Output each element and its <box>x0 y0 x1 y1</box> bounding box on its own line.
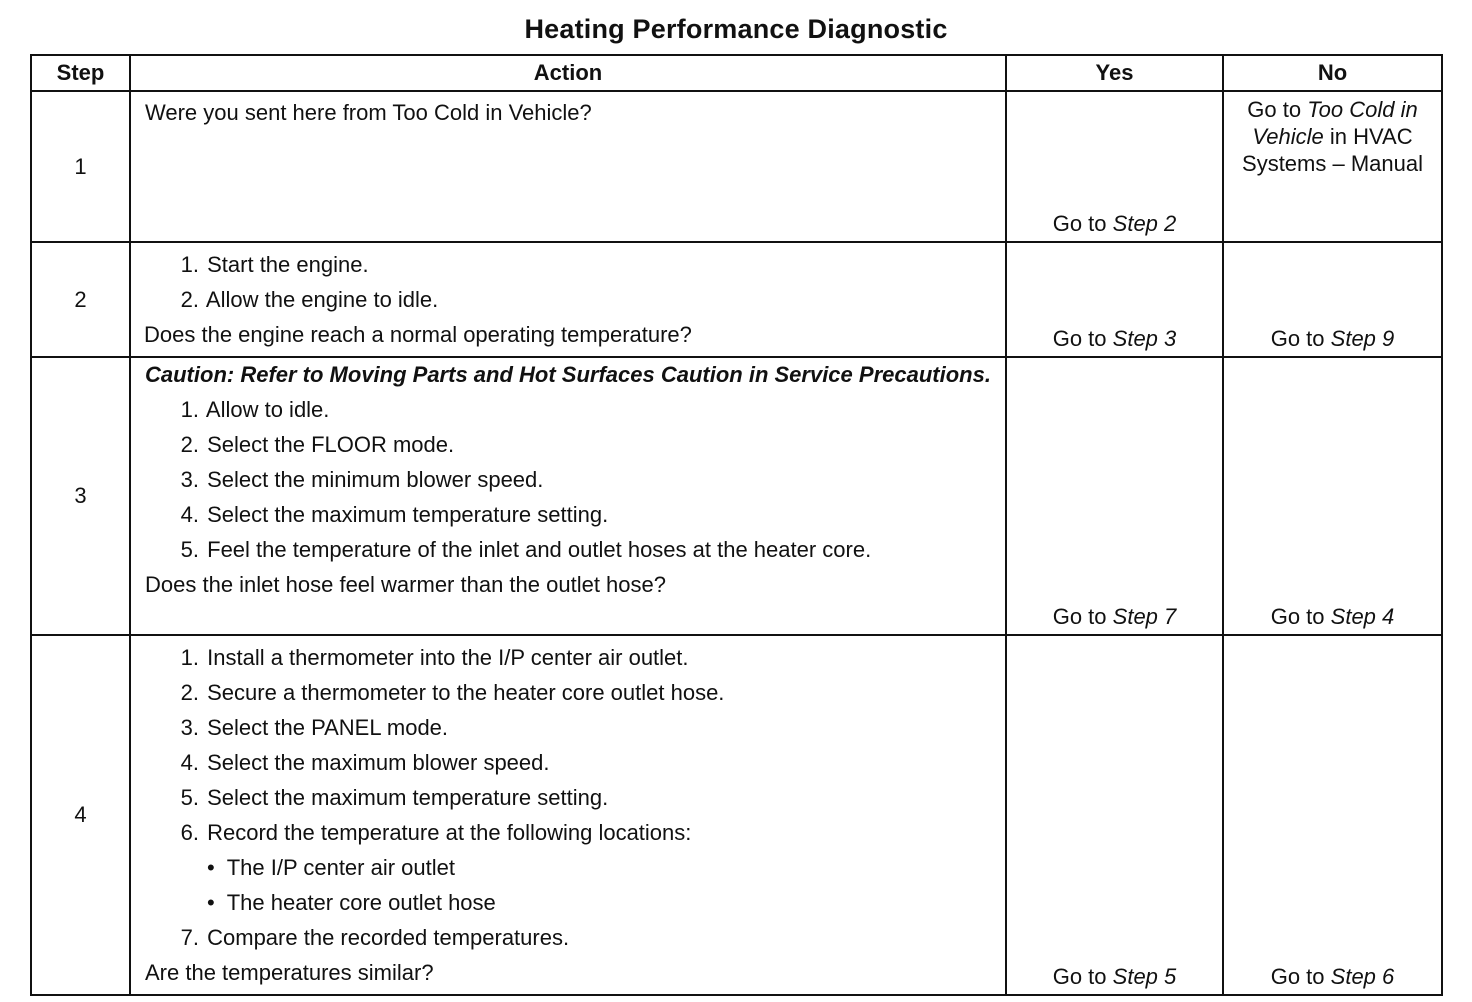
yes-step-link: Step 7 <box>1112 604 1177 629</box>
question-text: Were you sent here from Too Cold in Vehicle? <box>145 100 592 125</box>
action-item: 3. Select the minimum blower speed. <box>180 467 544 492</box>
action-item: 1. Allow to idle. <box>180 397 330 422</box>
action-item: 3. Select the PANEL mode. <box>180 715 449 740</box>
action-cell <box>130 242 1006 357</box>
action-item: 5. Feel the temperature of the inlet and outlet hoses at the heater core. <box>180 537 872 562</box>
question-text: Does the engine reach a normal operating temperature? <box>144 322 692 347</box>
no-step-link: Step 9 <box>1330 326 1395 351</box>
step-number: 1 <box>31 91 130 242</box>
no-reference-title: Too Cold in Vehicle <box>1252 97 1418 149</box>
action-item: 2. Secure a thermometer to the heater core outlet hose. <box>180 680 725 705</box>
table-row <box>31 242 1442 357</box>
no-step-link: Step 6 <box>1330 964 1395 989</box>
action-cell <box>130 91 1006 242</box>
action-item: 1. Start the engine. <box>180 252 369 277</box>
header-no: No <box>1223 55 1442 91</box>
bullet-icon: • <box>207 855 215 880</box>
no-cell <box>1223 91 1442 242</box>
table-row <box>31 91 1442 242</box>
no-cell <box>1223 357 1442 635</box>
header-yes: Yes <box>1006 55 1223 91</box>
step-number: 2 <box>31 242 130 357</box>
bullet-icon: • <box>207 890 215 915</box>
action-item: 4. Select the maximum temperature setting. <box>180 502 609 527</box>
action-item: 4. Select the maximum blower speed. <box>180 750 550 775</box>
yes-cell <box>1006 357 1223 635</box>
go-to-label: Go to <box>1270 604 1325 629</box>
diagnostic-table <box>30 54 1443 996</box>
go-to-label: Go to <box>1052 326 1107 351</box>
step-number: 3 <box>31 357 130 635</box>
table-header-row <box>31 55 1442 91</box>
go-to-label: Go to <box>1270 326 1325 351</box>
yes-cell <box>1006 635 1223 995</box>
go-to-label: Go to <box>1052 964 1107 989</box>
no-cell <box>1223 242 1442 357</box>
step-number: 4 <box>31 635 130 995</box>
yes-step-link: Step 3 <box>1112 326 1177 351</box>
bullet-item: • The I/P center air outlet <box>145 850 1005 885</box>
no-cell <box>1223 635 1442 995</box>
action-item: 2. Select the FLOOR mode. <box>180 432 455 457</box>
action-item: 1. Install a thermometer into the I/P center air outlet. <box>180 645 689 670</box>
go-to-label: Go to <box>1247 97 1302 122</box>
action-item: 6. Record the temperature at the following locations: <box>180 820 692 845</box>
question-text: Does the inlet hose feel warmer than the outlet hose? <box>145 572 666 597</box>
table-row <box>31 635 1442 995</box>
caution-note: Caution: Refer to Moving Parts and Hot Surfaces Caution in Service Precautions. <box>145 362 991 387</box>
yes-cell <box>1006 242 1223 357</box>
action-item: 7. Compare the recorded temperatures. <box>180 925 570 950</box>
header-action: Action <box>130 55 1006 91</box>
go-to-label: Go to <box>1052 604 1107 629</box>
header-step: Step <box>31 55 130 91</box>
table-row <box>31 357 1442 635</box>
go-to-label: Go to <box>1270 964 1325 989</box>
action-item: 2. Allow the engine to idle. <box>180 287 439 312</box>
no-reference-rest: in HVAC Systems – Manual <box>1242 124 1423 176</box>
yes-cell <box>1006 91 1223 242</box>
go-to-label: Go to <box>1052 211 1107 236</box>
action-cell <box>130 635 1006 995</box>
yes-step-link: Step 5 <box>1112 964 1177 989</box>
action-item: 5. Select the maximum temperature setting. <box>180 785 609 810</box>
question-text: Are the temperatures similar? <box>145 960 434 985</box>
action-cell <box>130 357 1006 635</box>
document-title: Heating Performance Diagnostic <box>524 14 948 44</box>
no-step-link: Step 4 <box>1330 604 1395 629</box>
yes-step-link: Step 2 <box>1112 211 1177 236</box>
bullet-item: • The heater core outlet hose <box>145 885 1005 920</box>
